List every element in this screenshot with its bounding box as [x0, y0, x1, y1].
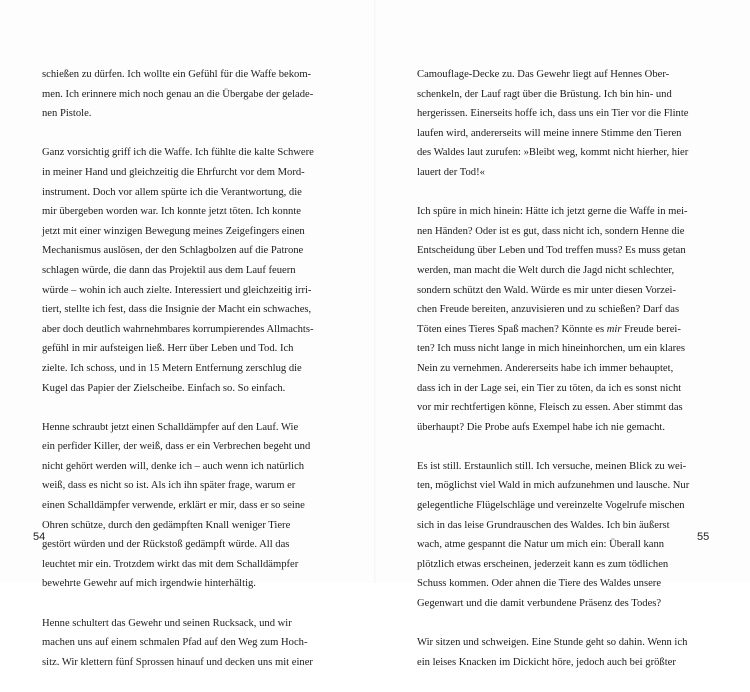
text-line: sitz. Wir klettern fünf Sprossen hinauf und decken uns mit einer	[42, 656, 313, 668]
text-line: schießen zu dürfen. Ich wollte ein Gefühl für die Waffe bekom-	[42, 69, 312, 80]
text-line: ein perfider Killer, der weiß, dass er ein Verbrechen begeht und	[42, 441, 311, 453]
text-line: gefühl in mir aufsteigen ließ. Herr über Leben und Tod. Ich	[42, 343, 294, 355]
text-line: Schuss kommen. Oder ahnen die Tiere des Waldes unsere	[417, 578, 662, 590]
left-page-number: 54	[33, 531, 46, 543]
text-line: ten? Ich muss nicht lange in mich hineinhorchen, um ein klares	[417, 343, 686, 355]
text-line: Camouflage-Decke zu. Das Gewehr liegt auf Hennes Ober-	[417, 69, 670, 80]
text-line: in meiner Hand und gleichzeitig die Ehrfurcht vor dem Mord-	[42, 166, 305, 178]
text-line: zielte. Ich schoss, und in 15 Metern Entfernung zerschlug die	[42, 362, 302, 374]
text-line: ein leises Knacken im Dickicht höre, jedoch auch bei größter	[417, 656, 676, 668]
text-line: plötzlich etwas erscheinen, jederzeit kann es zum tödlichen	[417, 558, 669, 570]
text-line: schenkeln, der Lauf ragt über die Brüstung. Ich bin hin- und	[417, 88, 672, 100]
text-line: men. Ich erinnere mich noch genau an die Übergabe der gelade-	[42, 88, 314, 100]
text-line: schlagen würde, die dann das Projektil aus dem Lauf feuern	[42, 264, 296, 276]
text-line: wach, atme gespannt die Natur um mich ein: Überall kann	[417, 539, 665, 551]
text-line: nen Pistole.	[42, 108, 92, 120]
text-line: Wir sitzen und schweigen. Eine Stunde geht so dahin. Wenn ich	[417, 637, 688, 649]
text-line: vor mir rechtfertigen könne, Fleisch zu essen. Aber stimmt das	[417, 402, 683, 414]
text-line: würde – wohin ich auch zielte. Interessiert und gleichzeitig irri-	[42, 284, 312, 296]
text-line: Ich spüre in mich hinein: Hätte ich jetzt gerne die Waffe in mei-	[417, 206, 688, 218]
text-line: gelegentliche Flügelschläge und vereinzelte Vogelrufe mischen	[417, 500, 685, 512]
text-line: Töten eines Tieres Spaß machen? Könnte es mir Freude berei-	[417, 323, 681, 335]
text-line: Gegenwart und die damit verbundene Präsenz des Todes?	[417, 598, 662, 610]
text-line: überhaupt? Die Probe aufs Exempel habe ich nie gemacht.	[417, 421, 665, 433]
text-line: werden, man macht die Welt durch die Jagd nicht schlechter,	[417, 264, 675, 276]
paragraph	[42, 65, 332, 124]
text-line: leuchtet mir ein. Trotzdem wirkt das mit dem Schalldämpfer	[42, 558, 299, 570]
right-page-text	[417, 65, 710, 692]
paragraph	[42, 418, 332, 594]
text-line: weiß, dass es nicht so ist. Als ich ihn später frage, warum er	[42, 480, 296, 492]
text-line: bewehrte Gewehr auf mich irgendwie hinterhältig.	[42, 578, 256, 590]
text-line: Kugel das Papier der Zielscheibe. Einfach so. So einfach.	[42, 382, 286, 394]
text-line: einen Schalldämpfer verwende, erklärt er mir, dass er so seine	[42, 500, 305, 512]
text-line: gestört würden und der Rückstoß gedämpft würde. All das	[42, 539, 290, 551]
paragraph	[417, 65, 707, 183]
paragraph	[417, 202, 707, 437]
text-line: Entscheidung über Leben und Tod treffen muss? Es muss getan	[417, 245, 686, 257]
paragraph	[417, 633, 707, 672]
paragraph	[42, 614, 332, 673]
text-line: Henne schraubt jetzt einen Schalldämpfer auf den Lauf. Wie	[42, 421, 299, 433]
text-line: Ohren schütze, durch den gedämpften Knall weniger Tiere	[42, 519, 291, 531]
text-line: instrument. Doch vor allem spürte ich die Verantwortung, die	[42, 186, 302, 198]
text-line: des Waldes laut zurufen: »Bleibt weg, kommt nicht hierher, hier	[417, 147, 689, 159]
text-line: machen uns auf einem schmalen Pfad auf den Weg zum Hoch-	[42, 637, 308, 649]
paragraph	[42, 143, 332, 398]
text-line: aber doch deutlich wahrnehmbares korrumpierendes Allmachts-	[42, 323, 314, 335]
text-line: Nein zu vernehmen. Andererseits habe ich immer behauptet,	[417, 362, 674, 374]
text-line: Ganz vorsichtig griff ich die Waffe. Ich fühlte die kalte Schwere	[42, 147, 314, 159]
text-line: chen Freude bereiten, anzuvisieren und zu schießen? Darf das	[417, 304, 680, 316]
text-line: nicht gehört werden will, denke ich – auch wenn ich natürlich	[42, 460, 305, 472]
text-line: mir übergeben worden war. Ich konnte jetzt töten. Ich konnte	[42, 206, 301, 218]
right-page	[375, 0, 750, 668]
text-line: dass ich in der Lage sei, ein Tier zu töten, da ich es sonst nicht	[417, 382, 682, 394]
text-line: sich in das leise Grundrauschen des Waldes. Ich bin äußerst	[417, 519, 670, 531]
text-line: Henne schultert das Gewehr und seinen Rucksack, und wir	[42, 617, 292, 629]
text-line: ten, möglichst viel Wald in mich aufzunehmen und lausche. Nur	[417, 480, 690, 492]
text-line: tiert, stellte ich fest, dass die Insignie der Macht ein schwaches,	[42, 304, 312, 316]
left-page	[0, 0, 375, 668]
text-line: nen Händen? Oder ist es gut, dass nicht ich, sondern Henne die	[417, 225, 685, 237]
text-line: Es ist still. Erstaunlich still. Ich versuche, meinen Blick zu wei-	[417, 460, 687, 472]
text-line: Mechanismus auslösen, der den Schlagbolzen auf die Patrone	[42, 245, 304, 257]
right-page-number: 55	[697, 531, 710, 543]
text-line: sondern schützt den Wald. Würde es mir unter diesen Vorzei-	[417, 284, 677, 296]
left-page-text	[42, 65, 332, 692]
paragraph	[417, 457, 710, 614]
text-line: lauert der Tod!«	[417, 166, 485, 178]
text-line: jetzt mit einer winzigen Bewegung meines Zeigefingers einen	[42, 225, 305, 237]
text-line: laufen wird, andererseits will meine innere Stimme den Tieren	[417, 127, 682, 139]
text-line: hergerissen. Einerseits hoffe ich, dass uns ein Tier vor die Flinte	[417, 108, 689, 120]
